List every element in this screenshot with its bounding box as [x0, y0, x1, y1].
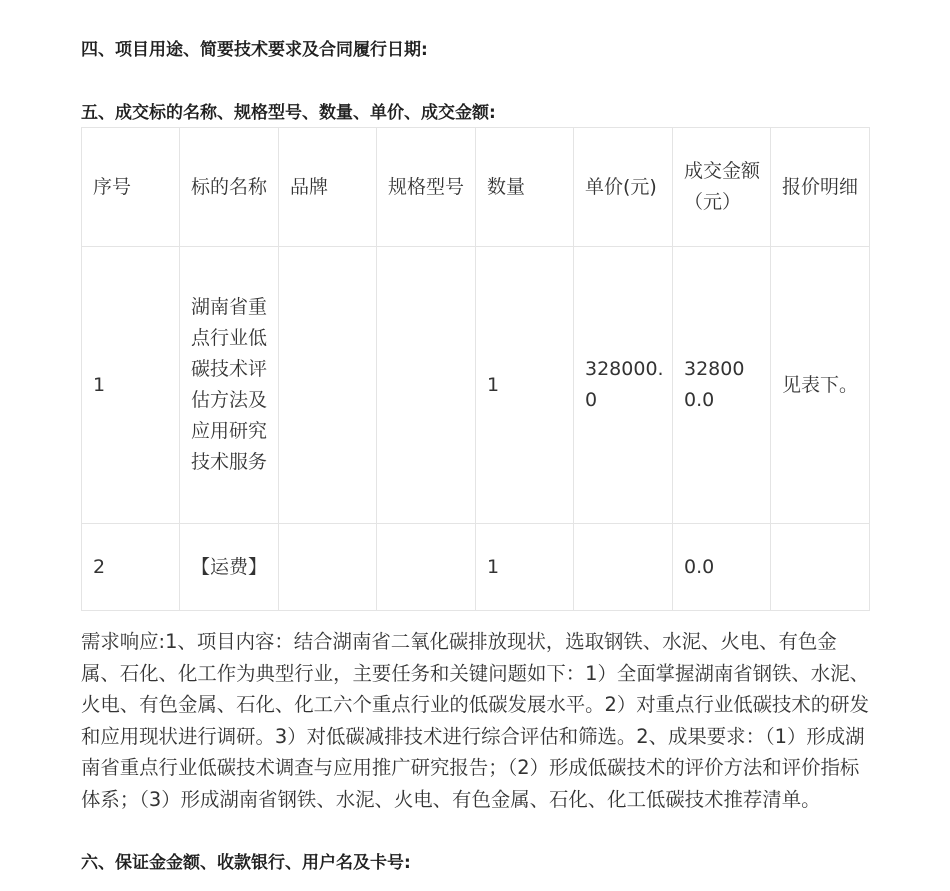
table-row [82, 247, 870, 524]
requirement-description: 需求响应:1、项目内容：结合湖南省二氧化碳排放现状，选取钢铁、水泥、火电、有色金属、石化、化工作为典型行业，主要任务和关键问题如下：1）全面掌握湖南省钢铁、水泥、火电、有色金属、石化、化工六个重点行业的低碳发展水平。2）对重点行业低碳技术的研发和应用现状进行调研。3）对低碳减排技术进行综合评估和筛选。2、成果要求：（1）形成湖南省重点行业低碳技术调查与应用推广研究报告；（2）形成低碳技术的评价方法和评价指标体系；（3）形成湖南省钢铁、水泥、火电、有色金属、石化、化工低碳技术推荐清单。 [81, 630, 869, 811]
cell-spec [377, 247, 476, 524]
header-detail: 报价明细 [771, 128, 870, 247]
cell-index: 2 [82, 524, 180, 611]
header-unit-price: 单价(元) [574, 128, 673, 247]
result-table [81, 127, 870, 611]
header-index: 序号 [82, 128, 180, 247]
header-spec: 规格型号 [377, 128, 476, 247]
header-quantity: 数量 [476, 128, 574, 247]
section-5-heading: 五、成交标的名称、规格型号、数量、单价、成交金额: [81, 103, 496, 123]
section-6-heading: 六、保证金金额、收款银行、用户名及卡号: [81, 853, 411, 873]
cell-unit-price: 328000.0 [574, 247, 673, 524]
header-amount: 成交金额（元） [673, 128, 771, 247]
cell-detail [771, 524, 870, 611]
cell-amount: 0.0 [673, 524, 771, 611]
cell-brand [279, 247, 377, 524]
cell-quantity: 1 [476, 247, 574, 524]
cell-quantity: 1 [476, 524, 574, 611]
header-brand: 品牌 [279, 128, 377, 247]
section-4-heading: 四、项目用途、简要技术要求及合同履行日期: [81, 40, 428, 60]
cell-detail: 见表下。 [771, 247, 870, 524]
cell-name: 【运费】 [180, 524, 279, 611]
table-header-row [82, 128, 870, 247]
cell-name: 湖南省重点行业低碳技术评估方法及应用研究技术服务 [180, 247, 279, 524]
cell-unit-price [574, 524, 673, 611]
cell-brand [279, 524, 377, 611]
header-name: 标的名称 [180, 128, 279, 247]
cell-spec [377, 524, 476, 611]
cell-index: 1 [82, 247, 180, 524]
table-row [82, 524, 870, 611]
cell-amount: 328000.0 [673, 247, 771, 524]
